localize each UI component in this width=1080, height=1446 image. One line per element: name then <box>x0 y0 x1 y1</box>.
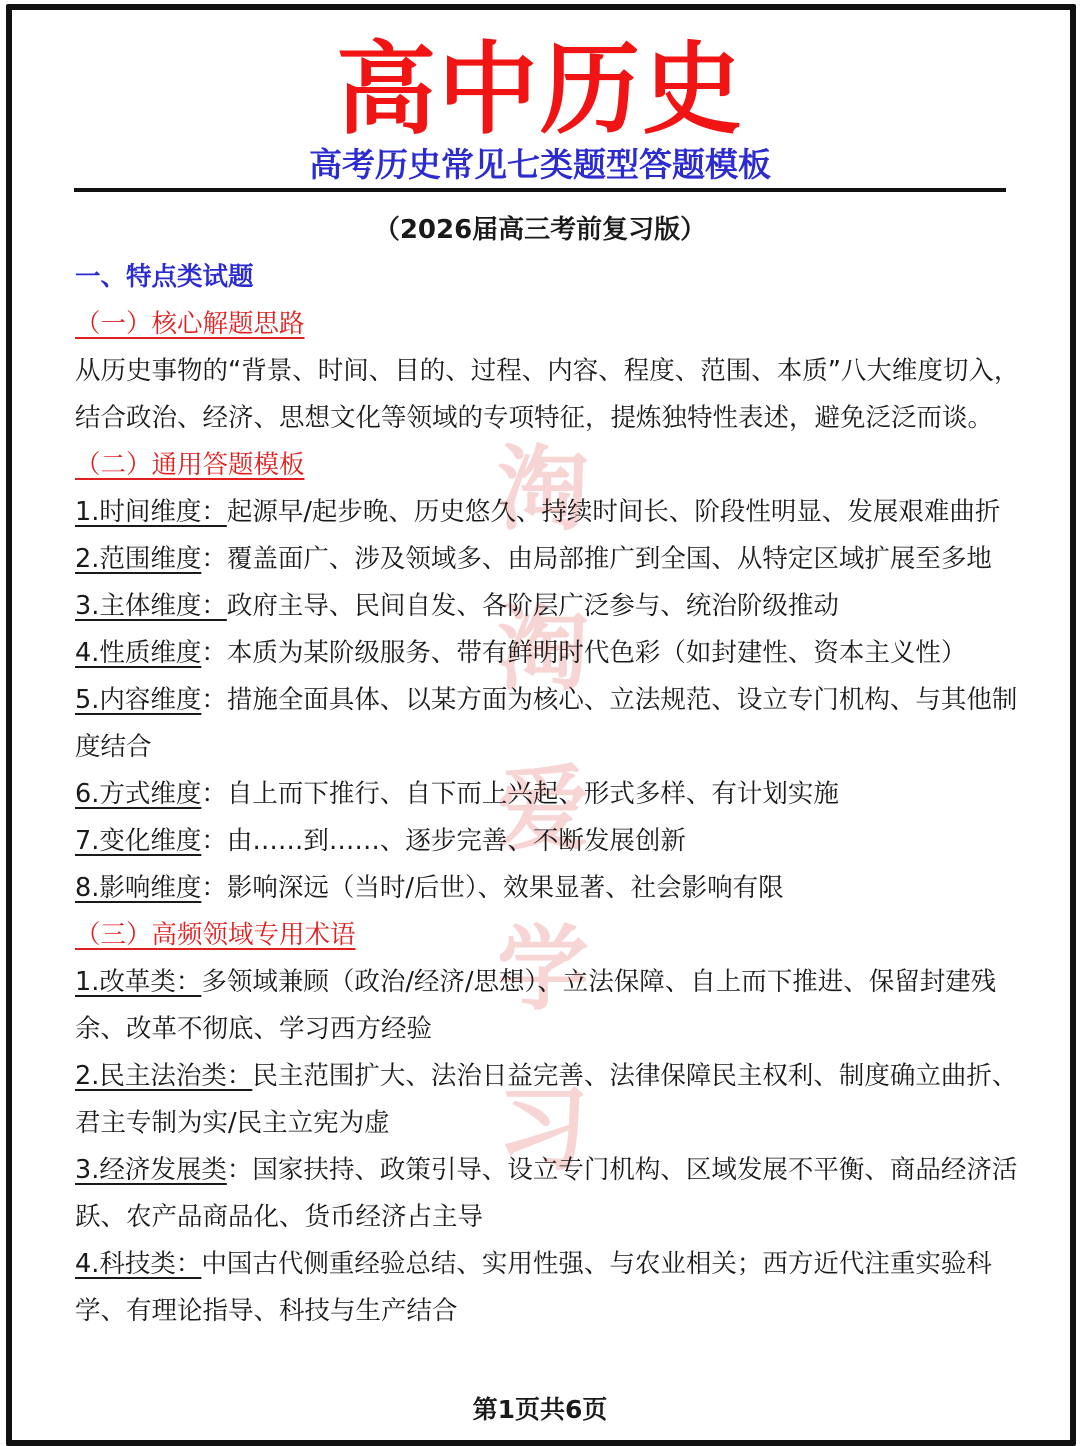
edition-label: （2026届高三考前复习版） <box>373 215 707 245</box>
list-item <box>75 771 1037 818</box>
list-item <box>75 1053 1037 1147</box>
list-item <box>75 630 1037 677</box>
item-key: 4.性质维度 <box>75 638 202 668</box>
item-text: 政府主导、民间自发、各阶层广泛参与、统治阶级推动 <box>226 591 839 621</box>
page-number: 第1页共6页 <box>472 1395 608 1424</box>
item-text: 起源早/起步晚、历史悠久、持续时间长、阶段性明显、发展艰难曲折 <box>226 497 1001 527</box>
list-item <box>75 677 1037 771</box>
watermark: 淘淘爱学习 <box>496 436 589 1183</box>
item-key: 3.经济发展类 <box>75 1155 227 1185</box>
list-item <box>75 583 1037 630</box>
item-key: 8.影响维度 <box>75 873 202 903</box>
item-key: 2.民主法治类： <box>75 1061 253 1091</box>
list-item <box>75 1241 1037 1335</box>
subsection-heading: （三）高频领域专用术语 <box>75 920 356 950</box>
subsection-heading: （二）通用答题模板 <box>75 450 305 480</box>
item-text: ：影响深远（当时/后世）、效果显著、社会影响有限 <box>201 873 784 903</box>
item-key: 6.方式维度 <box>75 779 202 809</box>
item-key: 1.时间维度： <box>75 497 227 527</box>
list-item <box>75 489 1037 536</box>
list-item <box>75 959 1037 1053</box>
template-list <box>75 489 1037 912</box>
section-heading: 一、特点类试题 <box>75 262 254 292</box>
list-item <box>75 818 1037 865</box>
item-text: 多领域兼顾（政治/经济/思想）、立法保障、自上而下推进、保留封建残余、改革不彻底、学习西方经验 <box>75 967 997 1044</box>
item-text: 中国古代侧重经验总结、实用性强、与农业相关；西方近代注重实验科学、有理论指导、科技与生产结合 <box>75 1249 992 1326</box>
item-key: 5.内容维度 <box>75 685 202 715</box>
paragraph: 从历史事物的“背景、时间、目的、过程、内容、程度、范围、本质”八大维度切入，结合政治、经济、思想文化等领域的专项特征，提炼独特性表述，避免泛泛而谈。 <box>75 356 1020 433</box>
item-key: 7.变化维度 <box>75 826 202 856</box>
divider <box>74 188 1006 192</box>
subsection-heading: （一）核心解题思路 <box>75 309 305 339</box>
item-key: 1.改革类： <box>75 967 202 997</box>
list-item <box>75 1147 1037 1241</box>
item-text: ：自上而下推行、自下而上兴起、形式多样、有计划实施 <box>201 779 839 809</box>
item-text: ：措施全面具体、以某方面为核心、立法规范、设立专门机构、与其他制度结合 <box>75 685 1018 762</box>
item-key: 2.范围维度 <box>75 544 202 574</box>
document-body <box>75 254 1037 1335</box>
item-text: ：国家扶持、政策引导、设立专门机构、区域发展不平衡、商品经济活跃、农产品商品化、货币经济占主导 <box>75 1155 1018 1232</box>
item-text: ：覆盖面广、涉及领域多、由局部推广到全国、从特定区域扩展至多地 <box>201 544 992 574</box>
list-item <box>75 536 1037 583</box>
item-text: 民主范围扩大、法治日益完善、法律保障民主权利、制度确立曲折、君主专制为实/民主立宪为虚 <box>75 1061 1018 1138</box>
list-item <box>75 865 1037 912</box>
item-text: ：由……到……、逐步完善、不断发展创新 <box>201 826 686 856</box>
item-key: 3.主体维度： <box>75 591 227 621</box>
terms-list <box>75 959 1037 1335</box>
item-key: 4.科技类： <box>75 1249 202 1279</box>
item-text: ：本质为某阶级服务、带有鲜明时代色彩（如封建性、资本主义性） <box>201 638 967 668</box>
page-title: 高中历史 <box>336 31 744 148</box>
page-subtitle: 高考历史常见七类题型答题模板 <box>309 145 771 184</box>
